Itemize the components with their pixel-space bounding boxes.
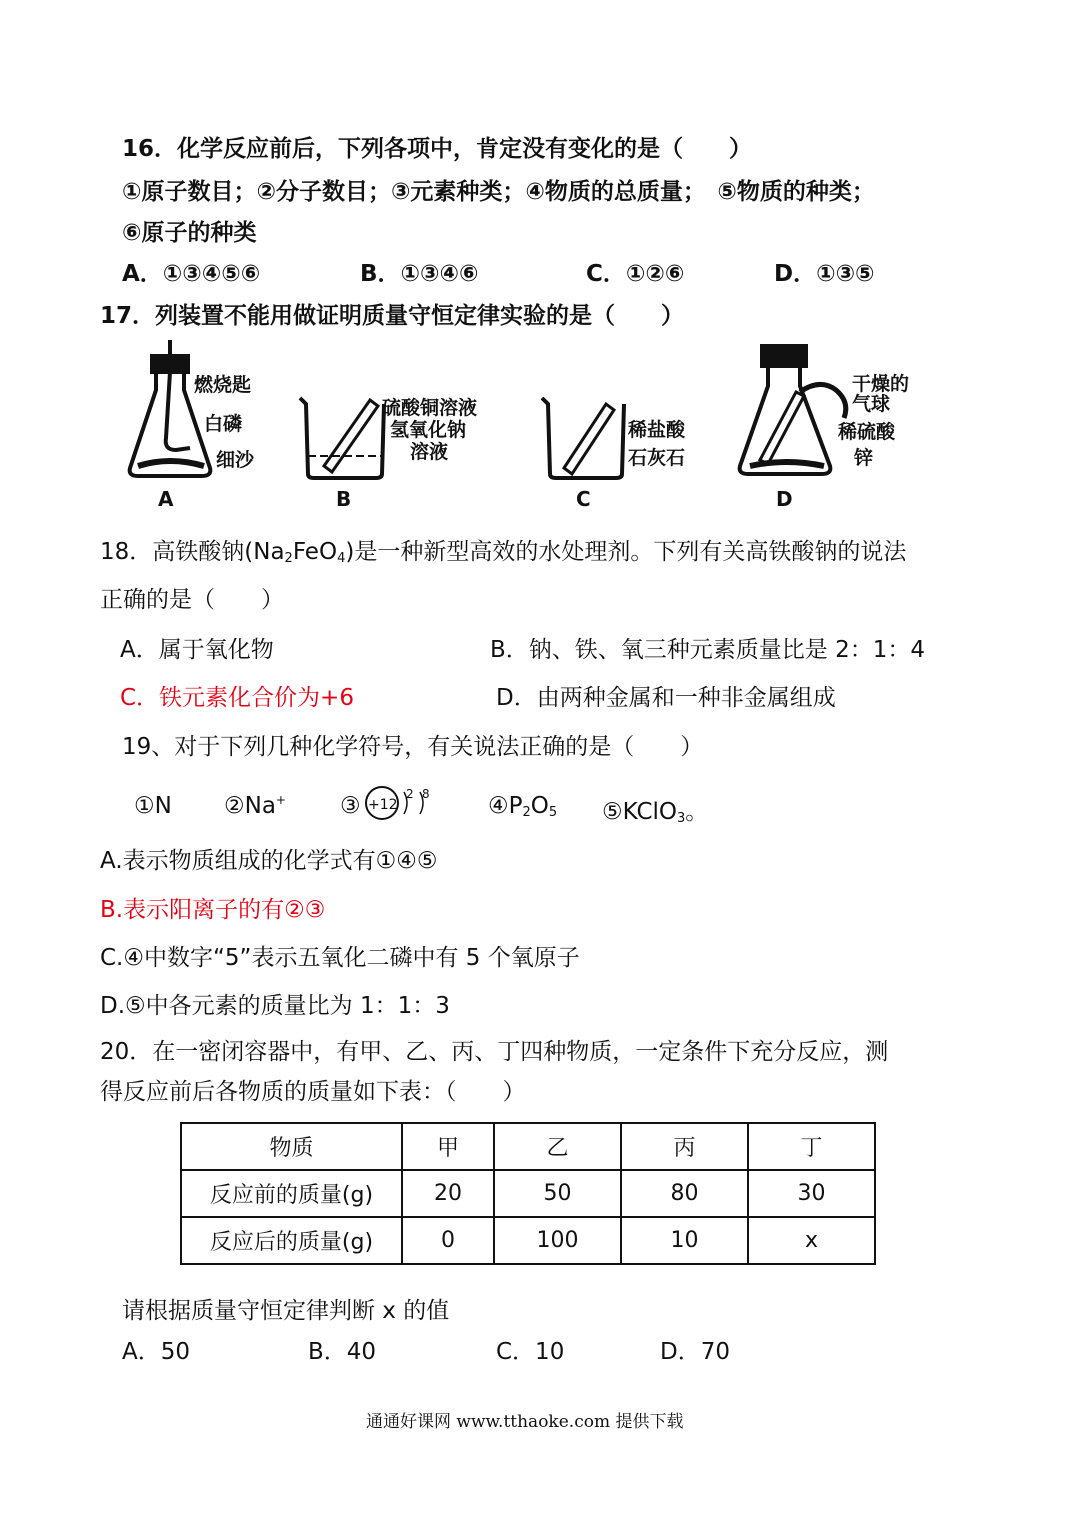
table-row [181,1217,875,1264]
figure-c-beaker [542,398,624,478]
table-header-cell: 丙 [621,1123,748,1170]
figure-d-label-4: 锌 [854,447,874,469]
figure-a-label-2: 白磷 [204,413,243,435]
table-row [181,1170,875,1217]
figure-a-flask [130,340,211,476]
q18-option-a: A．属于氧化物 [120,637,274,663]
q18-option-d: D．由两种金属和一种非金属组成 [496,685,836,711]
q18-stem-line2: 正确的是（ ） [100,587,284,613]
shell-2-electrons: 8 [422,787,430,801]
figure-b-label-3: 溶液 [410,441,449,463]
table-cell: 10 [621,1217,748,1264]
table-header-cell: 乙 [494,1123,621,1170]
mass-table [180,1122,876,1265]
table-header-cell: 甲 [402,1123,494,1170]
q20-option-b: B．40 [308,1339,377,1365]
q19-symbol-1: ①N [134,793,172,819]
q20-option-c: C．10 [496,1339,565,1365]
q19-option-c: C.④中数字“5”表示五氧化二磷中有 5 个氧原子 [100,945,580,971]
table-cell: 20 [402,1170,494,1217]
table-cell: 反应前的质量(g) [181,1170,402,1217]
figure-a-label-1: 燃烧匙 [194,374,252,396]
q19-option-a: A.表示物质组成的化学式有①④⑤ [100,848,438,874]
table-cell: 30 [748,1170,875,1217]
figure-d-flask [740,346,846,474]
q18-option-c: C．铁元素化合价为+6 [120,685,354,711]
page-footer: 通通好课网 www.tthaoke.com 提供下载 [366,1412,684,1432]
q16-items-line1: ①原子数目；②分子数目；③元素种类；④物质的总质量； ⑤物质的种类； [122,179,875,205]
table-cell: 50 [494,1170,621,1217]
figure-c-label-2: 石灰石 [628,447,686,469]
q20-stem-line2: 得反应前后各物质的质量如下表：（ ） [100,1079,526,1105]
q16-items-line2: ⑥原子的种类 [122,220,257,246]
table-cell: 反应后的质量(g) [181,1217,402,1264]
figure-d-label-1: 干燥的 [852,373,910,395]
q17-apparatus-figure [120,338,940,516]
figure-a-letter: A [158,487,174,511]
figure-a-label-3: 细沙 [216,449,255,471]
table-header-cell: 物质 [181,1123,402,1170]
figure-b-label-2: 氢氧化钠 [390,419,467,441]
table-header-row [181,1123,875,1170]
q18-stem-line1: 18．高铁酸钠$(Na_2FeO_4)$是一种新型高效的水处理剂。下列有关高铁酸钠的说法 [100,539,907,566]
q16-option-c: C．①②⑥ [586,261,685,287]
figure-b-letter: B [336,487,352,511]
table-cell: 80 [621,1170,748,1217]
figure-c-label-1: 稀盐酸 [628,419,686,441]
figure-c-letter: C [576,487,591,511]
figure-b-label-1: 硫酸铜溶液 [382,397,478,419]
table-cell: x [748,1217,875,1264]
q20-prompt: 请根据质量守恒定律判断 x 的值 [122,1298,450,1324]
figure-d-label-2: 气球 [852,393,891,415]
q20-option-d: D．70 [660,1339,730,1365]
nucleus-charge: +12 [368,797,398,813]
q16-stem: 16．化学反应前后，下列各项中，肯定没有变化的是（ ） [122,136,753,162]
q19-stem: 19、对于下列几种化学符号，有关说法正确的是（ ） [122,734,704,760]
q17-stem: 17．列装置不能用做证明质量守恒定律实验的是（ ） [100,303,685,329]
figure-d-label-3: 稀硫酸 [838,421,896,443]
q19-symbol-3: ③ [340,793,361,819]
figure-d-letter: D [776,487,793,511]
q19-option-b: B.表示阳离子的有②③ [100,897,326,923]
table-header-cell: 丁 [748,1123,875,1170]
q19-symbol-2: ②Na+ [224,793,286,819]
table-cell: 100 [494,1217,621,1264]
q19-symbol-5: ⑤KClO$_3$。 [602,799,709,826]
atomic-structure-diagram [362,780,442,826]
q16-option-a: A．①③④⑤⑥ [122,261,261,287]
q20-stem-line1: 20．在一密闭容器中，有甲、乙、丙、丁四种物质，一定条件下充分反应，测 [100,1039,889,1065]
q16-option-b: B．①③④⑥ [360,261,479,287]
shell-1-electrons: 2 [406,787,414,801]
q18-option-b: B．钠、铁、氧三种元素质量比是 2：1：4 [490,637,925,663]
figure-b-beaker [300,398,384,478]
q20-option-a: A．50 [122,1339,191,1365]
q19-symbol-4: $④P_2O_5$ [488,793,558,820]
table-cell: 0 [402,1217,494,1264]
q16-option-d: D．①③⑤ [774,261,875,287]
q19-option-d: D.⑤中各元素的质量比为 1：1：3 [100,993,450,1019]
